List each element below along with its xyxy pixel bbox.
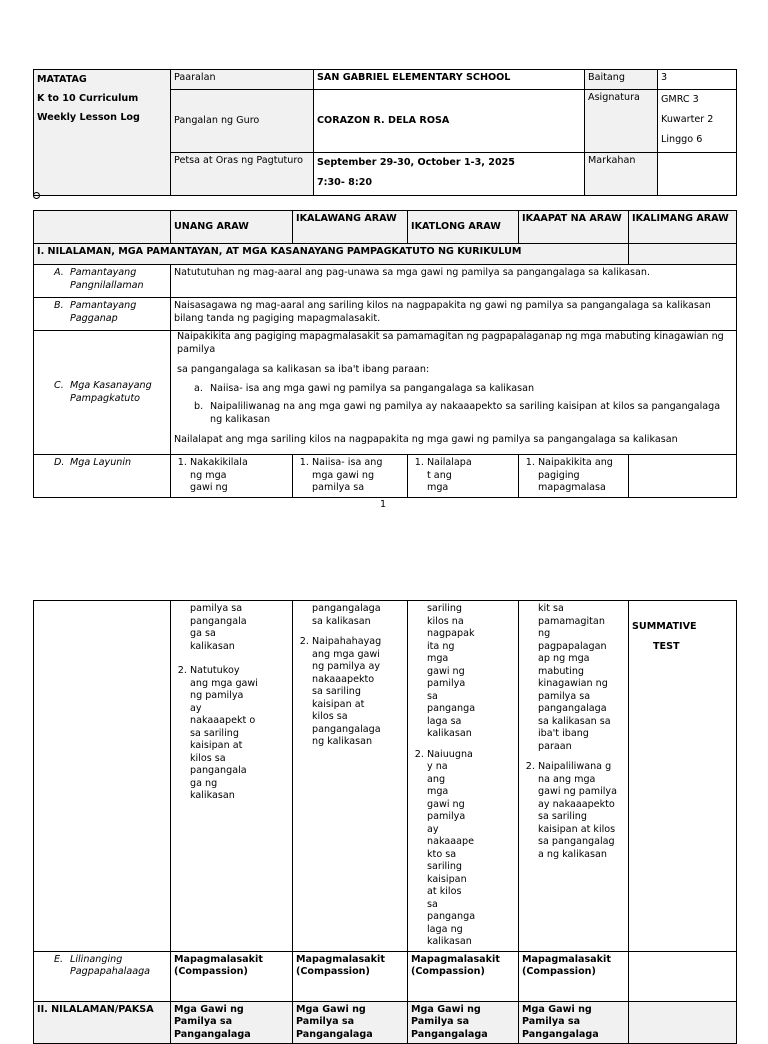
- row-c-item-b: [174, 401, 733, 426]
- petsa-date: September 29-30, October 1-3, 2025: [317, 157, 515, 168]
- page2-day2-item1: pangangalaga sa kalikasan: [312, 603, 381, 627]
- row-e-label: Lilinanging Pagpapahalaaga: [70, 953, 151, 977]
- curriculum-label: K to 10 Curriculum: [37, 93, 139, 104]
- petsa-label: Petsa at Oras ng Pagtuturo: [171, 153, 314, 196]
- page2-label-empty: [34, 601, 171, 952]
- day-3-header: IKATLONG ARAW: [408, 211, 519, 244]
- row-c-b-letter: b.: [194, 401, 204, 412]
- guro-label-cell: [171, 90, 314, 153]
- guro-label: Pangalan ng Guro: [174, 115, 260, 126]
- markahan-label: Markahan: [585, 153, 658, 196]
- main-table-page2: [33, 600, 737, 1044]
- row-d-day1: [171, 455, 293, 498]
- row-d-day4-item: 1. Naipakikita ang pagiging mapagmalasa: [538, 457, 625, 495]
- row-c-b-text: Naipaliliwanag na ang mga gawi ng pamilya ay nakaaapekto sa sariling kaisipan at kilos sa pangangalaga ng kalikasan: [210, 401, 721, 425]
- baitang-label: Baitang: [585, 70, 658, 90]
- row-c-label: Mga Kasanayang Pampagkatuto: [70, 380, 152, 404]
- row-c-p3: Nailalapat ang mga sariling kilos na nagpapakita ng mga gawi ng pamilya sa pangangalaga sa kalikasan: [174, 434, 678, 445]
- empty-corner-cell: [34, 211, 171, 244]
- row-a-label: Pamantayang Pangnilallaman: [70, 267, 144, 291]
- page2-day4-item2: 2. Naipaliliwana g na ang mga gawi ng pamilya ay nakaaapekto sa sariling kaisipan at kilos sa pangangalag a ng kalikasan: [538, 761, 620, 861]
- row-e-day1: Mapagmalasakit (Compassion): [171, 951, 293, 1001]
- asignatura-label: Asignatura: [585, 90, 658, 153]
- paaralan-label: Paaralan: [171, 70, 314, 90]
- asignatura-values: [658, 90, 737, 153]
- section-2-day4: Mga Gawi ng Pamilya sa Pangangalaga: [519, 1001, 629, 1044]
- page2-day1: [171, 601, 293, 952]
- section-2-day1: Mga Gawi ng Pamilya sa Pangangalaga: [171, 1001, 293, 1044]
- row-d-day3-item: 1. Nailalapa t ang mga: [427, 457, 468, 495]
- section-2-title: II. NILALAMAN/PAKSA: [34, 1001, 171, 1044]
- summative-label: SUMMATIVE: [632, 621, 697, 632]
- page2-day1-item1: pamilya sa pangangala ga sa kalikasan: [190, 603, 247, 652]
- page-number: 1: [380, 499, 387, 510]
- row-d-day4: [519, 455, 629, 498]
- row-d-letter: D.: [54, 457, 65, 468]
- page2-day4: [519, 601, 629, 952]
- row-b-label: Pamantayang Pagganap: [70, 300, 137, 324]
- guro-value-cell: [314, 90, 585, 153]
- row-c-item-a: [174, 383, 733, 396]
- row-c-label-cell: [34, 331, 171, 455]
- row-c-a-letter: a.: [194, 382, 203, 394]
- markahan-value: [658, 153, 737, 196]
- row-a-text: Natututuhan ng mag-aaral ang pag-unawa sa mga gawi ng pamilya sa pangangalaga sa kalikasan.: [171, 265, 737, 298]
- row-c-p2: sa pangangalaga sa kalikasan sa iba't ibang paraan:: [177, 364, 430, 375]
- test-label: TEST: [653, 641, 680, 652]
- page2-day5: [629, 601, 737, 952]
- main-table-page1: [33, 210, 737, 498]
- row-e-letter: E.: [54, 953, 64, 965]
- day-4-header: IKAAPAT NA ARAW: [519, 211, 629, 244]
- row-e-day4: Mapagmalasakit (Compassion): [519, 951, 629, 1001]
- day-5-header: IKALIMANG ARAW: [629, 211, 737, 244]
- row-d-day3: [408, 455, 519, 498]
- guro-value: CORAZON R. DELA ROSA: [317, 115, 450, 126]
- section-2-day2: Mga Gawi ng Pamilya sa Pangangalaga: [293, 1001, 408, 1044]
- asignatura-subject: GMRC 3: [661, 94, 699, 105]
- page2-day2-item2: 2. Naipahahayag ang mga gawi ng pamilya ay nakaaapekto sa sariling kaisipan at kilos sa pangangalaga ng kalikasan: [312, 636, 385, 749]
- row-d-label: Mga Layunin: [70, 457, 132, 468]
- day-2-header: IKALAWANG ARAW: [293, 211, 408, 244]
- circle-bullet-icon: [33, 192, 40, 199]
- row-c-letter: C.: [54, 380, 64, 391]
- petsa-time: 7:30- 8:20: [317, 177, 373, 188]
- row-e-day3: Mapagmalasakit (Compassion): [408, 951, 519, 1001]
- matatag-label: MATATAG: [37, 74, 87, 85]
- page2-day3-item2: 2. Naiuugna y na ang mga gawi ng pamilya ay nakaaape kto sa sariling kaisipan at kilos sa panganga laga ng kalikasan: [427, 749, 468, 949]
- row-d-day5: [629, 455, 737, 498]
- row-b-text: Naisasagawa ng mag-aaral ang sariling kilos na nagpapakita ng gawi ng pamilya sa pangangalaga sa kalikasan bilang tanda ng pagiging mapagmalasakit.: [171, 298, 737, 331]
- row-e-day5: [629, 951, 737, 1001]
- row-b-letter: B.: [54, 300, 64, 311]
- page2-day4-item1: kit sa pamamagitan ng pagpapalagan ap ng mga mabuting kinagawian ng pamilya sa pangangalaga sa kalikasan sa iba't ibang paraan: [538, 603, 611, 752]
- section-2-day3: Mga Gawi ng Pamilya sa Pangangalaga: [408, 1001, 519, 1044]
- page2-day3: [408, 601, 519, 952]
- page2-day3-item1: sariling kilos na nagpapak ita ng mga gawi ng pamilya sa panganga laga sa kalikasan: [427, 603, 476, 739]
- row-d-day2-item: 1. Naiisa- isa ang mga gawi ng pamilya sa: [312, 457, 404, 495]
- row-a-letter: A.: [54, 267, 64, 278]
- row-e-day2: Mapagmalasakit (Compassion): [293, 951, 408, 1001]
- row-c-p1: Naipakikita ang pagiging mapagmalasakit sa pamamagitan ng pagpapalaganap ng mga mabuting kinagawian ng pamilya: [177, 331, 724, 355]
- row-d-day2: [293, 455, 408, 498]
- row-d-label-cell: [34, 455, 171, 498]
- baitang-value: 3: [658, 70, 737, 90]
- petsa-value-cell: [314, 153, 585, 196]
- section-1-empty: [629, 244, 737, 265]
- lesson-log-label: Weekly Lesson Log: [37, 112, 140, 123]
- row-a-label-cell: [34, 265, 171, 298]
- row-b-label-cell: [34, 298, 171, 331]
- section-2-day5: [629, 1001, 737, 1044]
- page2-day2: [293, 601, 408, 952]
- row-d-day1-item: 1. Nakakikilala ng mga gawi ng: [190, 457, 242, 495]
- asignatura-week: Linggo 6: [661, 134, 703, 145]
- row-c-a-text: Naiisa- isa ang mga gawi ng pamilya sa pangangalaga sa kalikasan: [210, 382, 535, 394]
- day-1-header: UNANG ARAW: [171, 211, 293, 244]
- header-table: [33, 69, 737, 196]
- paaralan-value: SAN GABRIEL ELEMENTARY SCHOOL: [314, 70, 585, 90]
- matatag-title-cell: [34, 70, 171, 196]
- row-e-label-cell: [34, 951, 171, 1001]
- row-c-content: [171, 331, 737, 455]
- asignatura-quarter: Kuwarter 2: [661, 114, 714, 125]
- page2-day1-item2: 2. Natutukoy ang mga gawi ng pamilya ay nakaaapekt o sa sariling kaisipan at kilos sa pangangala ga ng kalikasan: [190, 665, 258, 803]
- section-1-title: I. NILALAMAN, MGA PAMANTAYAN, AT MGA KASANAYANG PAMPAGKATUTO NG KURIKULUM: [34, 244, 629, 265]
